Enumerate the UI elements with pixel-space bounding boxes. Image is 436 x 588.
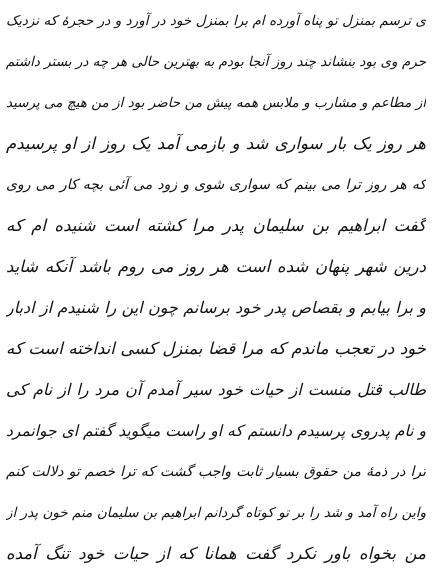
text-line-2: حرم وی بود بنشاند چند روز آنجا بودم به بهترین حالی هر چه در بستر داشتم — [6, 54, 426, 70]
text-line-5: که هر روز ترا می بینم که سواری شوی و زود می آئی بچه کار می روی — [6, 177, 426, 193]
text-line-13: واین راه آمد و شد را بر تو کوتاه گردانم ابراهیم بن سلیمان منم خون پدر از — [6, 505, 426, 521]
text-line-8: و برا بیابم و بقصاص پدر خود برسانم چون این را شنیدم از ادبار — [6, 298, 426, 317]
text-line-1: ی ترسم بمنزل تو پناه آورده ام برا بمنزل خود در آورد و در حجرهٔ که نزدیک — [6, 13, 426, 29]
text-line-4: هر روز یک بار سواری شد و بازمی آمد یک روز از او پرسیدم — [6, 134, 426, 153]
text-line-7: درین شهر پنهان شده است هر روز می روم باشد آنکه شاید — [6, 257, 426, 276]
text-line-12: ترا در ذمهٔ من حقوق بسیار ثابت واجب گشت که ترا خصم تو دلالت کنم — [6, 464, 426, 480]
text-line-9: خود در تعجب ماندم که مرا قضا بمنزل کسی انداخته است که — [6, 339, 426, 358]
text-line-14: من بخواه باور نکرد گفت همانا که از حیات خود تنگ آمده — [6, 544, 426, 563]
text-line-10: طالب قتل منست از حیات خود سیر آمدم آن مرد را از نام کی — [6, 380, 426, 399]
text-line-3: از مطاعم و مشارب و ملابس همه پیش من حاضر بود از من هیچ می پرسید — [6, 95, 426, 111]
text-line-11: و نام پدروی پرسیدم دانستم که او راست میگوید گفتم ای جوانمرد — [6, 422, 426, 440]
text-line-6: گفت ابراهیم بن سلیمان پدر مرا کشته است شنیده ام که — [6, 216, 426, 235]
